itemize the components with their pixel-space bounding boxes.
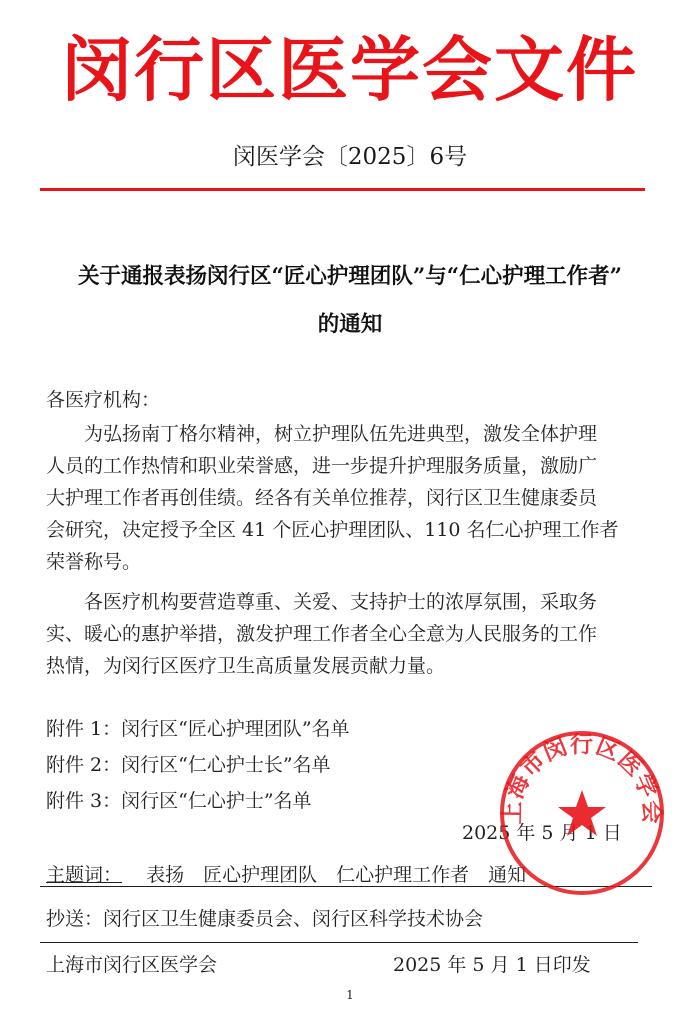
masthead-title: 闵行区医学会文件 bbox=[62, 29, 638, 111]
topic-words-line bbox=[46, 862, 526, 888]
paragraph-line: 大护理工作者再创佳绩。经各有关单位推荐，闵行区卫生健康委员 bbox=[46, 487, 598, 509]
paragraph-line: 实、暖心的惠护举措，激发护理工作者全心全意为人民服务的工作 bbox=[46, 623, 598, 645]
topic-words: 表扬 匠心护理团队 仁心护理工作者 通知 bbox=[146, 864, 527, 886]
addressee: 各医疗机构： bbox=[46, 389, 161, 411]
signature-date: 2025 年 5 月 1 日 bbox=[462, 822, 622, 844]
attachment-item: 附件 1：闵行区“匠心护理团队”名单 bbox=[46, 718, 350, 740]
notice-title-line-1: 关于通报表扬闵行区“匠心护理团队”与“仁心护理工作者” bbox=[78, 264, 622, 289]
paragraph-line: 会研究，决定授予全区 41 个匠心护理团队、110 名仁心护理工作者 bbox=[46, 519, 619, 541]
seal-star-icon bbox=[558, 790, 606, 836]
document-number: 闵医学会〔2025〕6号 bbox=[232, 144, 468, 170]
paragraph-line: 荣誉称号。 bbox=[46, 551, 142, 573]
seal-text: 上海市闵行区医学会 bbox=[499, 731, 665, 825]
footer-rule bbox=[40, 942, 638, 943]
attachment-item: 附件 2：闵行区“仁心护士长”名单 bbox=[46, 754, 331, 776]
issuer: 上海市闵行区医学会 bbox=[46, 954, 218, 976]
page-number: 1 bbox=[346, 988, 354, 1002]
attachment-item: 附件 3：闵行区“仁心护士”名单 bbox=[46, 790, 312, 812]
paragraph-line: 人员的工作热情和职业荣誉感，进一步提升护理服务质量，激励广 bbox=[46, 455, 598, 477]
topic-label: 主题词： bbox=[46, 864, 123, 886]
notice-title-line-2: 的通知 bbox=[317, 312, 383, 337]
print-date: 2025 年 5 月 1 日印发 bbox=[393, 954, 591, 976]
paragraph-line: 热情，为闵行区医疗卫生高质量发展贡献力量。 bbox=[46, 655, 446, 677]
paragraph-2 bbox=[46, 589, 656, 689]
cc-line: 抄送：闵行区卫生健康委员会、闵行区科学技术协会 bbox=[46, 908, 484, 930]
red-divider bbox=[40, 188, 645, 191]
paragraph-line: 为弘扬南丁格尔精神，树立护理队伍先进典型，激发全体护理 bbox=[84, 423, 598, 445]
paragraph-1 bbox=[46, 421, 656, 581]
official-seal-stamp bbox=[497, 728, 667, 898]
paragraph-line: 各医疗机构要营造尊重、关爱、支持护士的浓厚氛围，采取务 bbox=[84, 591, 598, 613]
